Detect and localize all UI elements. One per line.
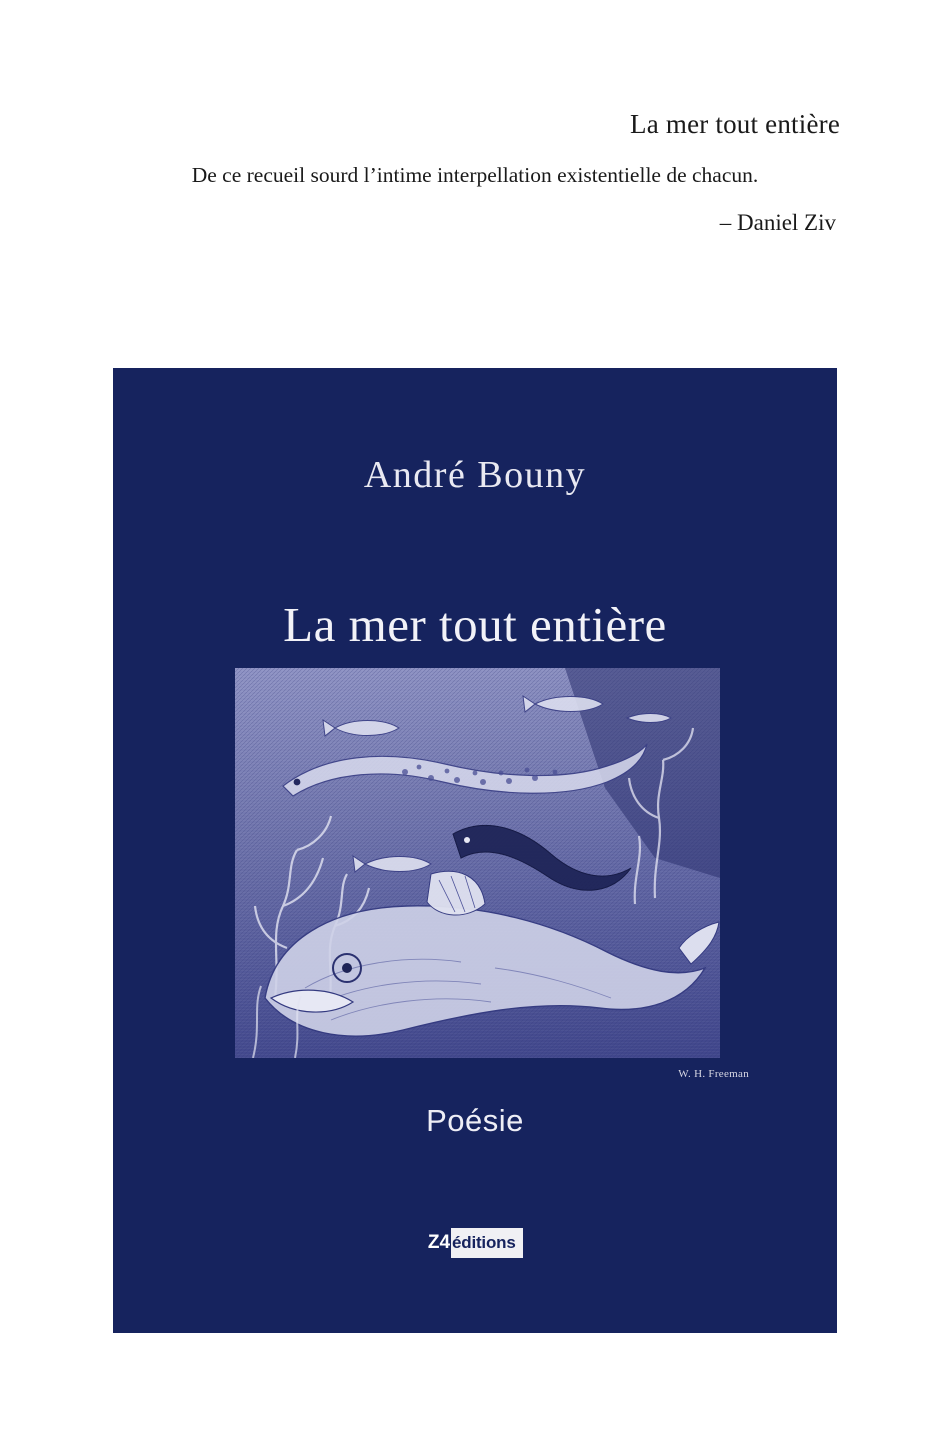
publisher-logo-word: éditions <box>452 1233 516 1252</box>
publisher-logo-mark: Z4 <box>427 1228 451 1258</box>
cover-author: André Bouny <box>363 454 587 496</box>
book-cover-background <box>113 368 837 1333</box>
document-page <box>0 108 950 1451</box>
cover-genre: Poésie <box>426 1103 524 1138</box>
illustration-credit: W. H. Freeman <box>678 1068 749 1080</box>
cover-title: La mer tout entière <box>283 597 667 652</box>
review-attribution: – Daniel Ziv <box>719 210 836 236</box>
cover-illustration-fish-engraving <box>235 668 720 1058</box>
page-title: La mer tout entière <box>630 109 840 139</box>
review-quote: De ce recueil sourd l’intime interpellation existentielle de chacun. <box>191 163 759 188</box>
publisher-logo <box>427 1228 523 1258</box>
book-cover <box>113 368 837 1333</box>
header <box>0 108 950 236</box>
